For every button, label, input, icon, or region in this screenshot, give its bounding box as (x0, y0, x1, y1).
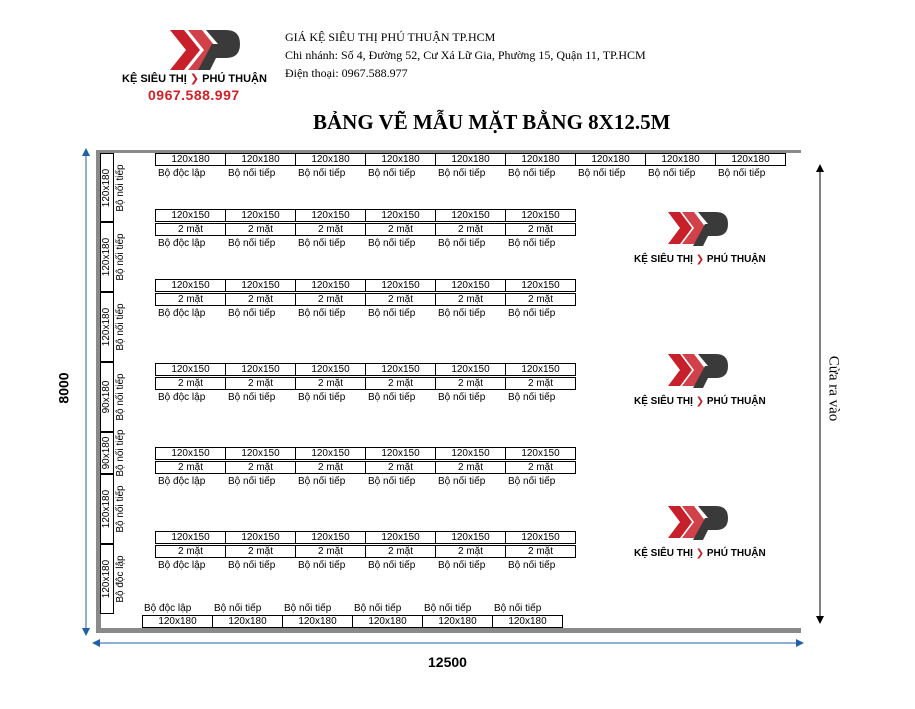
watermark-name-left: KỆ SIÊU THỊ (634, 396, 693, 407)
island-shelf-type: Bộ nối tiếp (368, 238, 416, 249)
left-shelf-size: 120x180 (101, 237, 112, 277)
watermark-name-right: PHÚ THUẬN (706, 396, 766, 407)
island-shelf-size: 120x150 (155, 447, 226, 460)
island-shelf-face: 2 mặt (365, 377, 436, 390)
bottom-shelf-type: Bộ nối tiếp (424, 603, 472, 614)
island-shelf-face: 2 mặt (155, 461, 226, 474)
left-shelf-type: Bộ nối tiếp (115, 485, 126, 533)
top-shelf-size: 120x180 (155, 153, 226, 166)
island-shelf-size: 120x150 (295, 209, 366, 222)
bottom-shelf-type: Bộ nối tiếp (494, 603, 542, 614)
island-shelf-size: 120x150 (435, 363, 506, 376)
island-shelf-type: Bộ nối tiếp (368, 308, 416, 319)
island-shelf-type: Bộ nối tiếp (438, 476, 486, 487)
watermark-logo-1 (628, 208, 768, 270)
island-shelf-size: 120x150 (225, 209, 296, 222)
left-shelf-type: Bộ nối tiếp (115, 163, 126, 212)
island-shelf-face: 2 mặt (365, 545, 436, 558)
island-shelf-type: Bộ nối tiếp (508, 308, 556, 319)
top-shelf-size: 120x180 (715, 153, 786, 166)
island-shelf-type: Bộ nối tiếp (228, 392, 276, 403)
island-shelf-face: 2 mặt (435, 293, 506, 306)
island-shelf-size: 120x150 (295, 363, 366, 376)
top-shelf-type: Bộ nối tiếp (508, 168, 556, 179)
top-shelf-size: 120x180 (365, 153, 436, 166)
top-shelf-size: 120x180 (645, 153, 716, 166)
top-shelf-type: Bộ nối tiếp (438, 168, 486, 179)
bottom-shelf-size: 120x180 (142, 615, 213, 628)
top-shelf-type: Bộ nối tiếp (648, 168, 696, 179)
island-shelf-size: 120x150 (435, 279, 506, 292)
brand-name-left: KỆ SIÊU THỊ (122, 73, 187, 85)
top-shelf-type: Bộ nối tiếp (228, 168, 276, 179)
island-shelf-face: 2 mặt (225, 545, 296, 558)
left-shelf-type: Bộ nối tiếp (115, 429, 126, 477)
island-shelf-face: 2 mặt (295, 223, 366, 236)
island-shelf-face: 2 mặt (155, 377, 226, 390)
island-shelf-face: 2 mặt (155, 545, 226, 558)
island-shelf-face: 2 mặt (225, 461, 296, 474)
island-shelf-size: 120x150 (225, 531, 296, 544)
top-shelf-size: 120x180 (435, 153, 506, 166)
island-shelf-type: Bộ độc lập (158, 392, 206, 403)
island-shelf-face: 2 mặt (505, 223, 576, 236)
island-shelf-type: Bộ nối tiếp (508, 560, 556, 571)
island-shelf-type: Bộ nối tiếp (368, 560, 416, 571)
island-shelf-type: Bộ độc lập (158, 238, 206, 249)
island-shelf-size: 120x150 (365, 531, 436, 544)
island-shelf-type: Bộ độc lập (158, 308, 206, 319)
brand-arrow-icon: ❯ (189, 73, 200, 85)
island-shelf-face: 2 mặt (155, 293, 226, 306)
island-shelf-size: 120x150 (155, 209, 226, 222)
brand-phone: 0967.588.997 (148, 87, 240, 103)
watermark-logo-2 (628, 350, 768, 412)
island-shelf-face: 2 mặt (365, 223, 436, 236)
island-shelf-face: 2 mặt (505, 293, 576, 306)
island-shelf-face: 2 mặt (365, 293, 436, 306)
island-shelf-type: Bộ nối tiếp (298, 392, 346, 403)
island-shelf-face: 2 mặt (435, 223, 506, 236)
island-shelf-size: 120x150 (505, 531, 576, 544)
left-shelf-size: 120x180 (101, 168, 112, 207)
island-shelf-type: Bộ nối tiếp (298, 560, 346, 571)
left-shelf-type: Bộ độc lập (115, 555, 126, 603)
height-label: 8000 (55, 372, 72, 404)
left-shelf-size: 120x180 (101, 559, 112, 599)
island-shelf-face: 2 mặt (505, 545, 576, 558)
top-shelf-size: 120x180 (225, 153, 296, 166)
bottom-shelf-size: 120x180 (352, 615, 423, 628)
island-shelf-type: Bộ nối tiếp (368, 476, 416, 487)
top-shelf-type: Bộ độc lập (158, 168, 206, 179)
watermark-name-left: KỆ SIÊU THỊ (634, 254, 693, 265)
left-shelf-size: 90x180 (101, 380, 112, 414)
island-shelf-size: 120x150 (505, 447, 576, 460)
watermark-logo-mark-icon (628, 502, 768, 546)
island-shelf-face: 2 mặt (155, 223, 226, 236)
island-shelf-face: 2 mặt (295, 377, 366, 390)
width-label: 12500 (428, 654, 467, 670)
island-shelf-face: 2 mặt (225, 377, 296, 390)
island-shelf-face: 2 mặt (295, 461, 366, 474)
island-shelf-size: 120x150 (365, 279, 436, 292)
left-shelf-size: 120x180 (101, 489, 112, 529)
island-shelf-size: 120x150 (435, 447, 506, 460)
header-phone: Điện thoại: 0967.588.977 (285, 66, 408, 80)
island-shelf-size: 120x150 (155, 531, 226, 544)
island-shelf-type: Bộ nối tiếp (438, 392, 486, 403)
bottom-shelf-size: 120x180 (282, 615, 353, 628)
island-shelf-type: Bộ nối tiếp (508, 392, 556, 403)
island-shelf-face: 2 mặt (225, 223, 296, 236)
brand-logo (118, 22, 278, 104)
watermark-logo-mark-icon (628, 208, 768, 252)
bottom-shelf-type: Bộ nối tiếp (214, 603, 262, 614)
left-shelf-size: 90x180 (101, 436, 112, 470)
island-shelf-face: 2 mặt (225, 293, 296, 306)
island-shelf-type: Bộ nối tiếp (228, 560, 276, 571)
bottom-shelf-type: Bộ nối tiếp (354, 603, 402, 614)
island-shelf-type: Bộ độc lập (158, 560, 206, 571)
island-shelf-face: 2 mặt (435, 461, 506, 474)
watermark-name-right: PHÚ THUẬN (706, 254, 766, 265)
island-shelf-size: 120x150 (295, 447, 366, 460)
bottom-shelf-size: 120x180 (492, 615, 563, 628)
island-shelf-type: Bộ nối tiếp (368, 392, 416, 403)
island-shelf-type: Bộ nối tiếp (438, 308, 486, 319)
top-shelf-size: 120x180 (505, 153, 576, 166)
island-shelf-face: 2 mặt (435, 545, 506, 558)
island-shelf-face: 2 mặt (505, 377, 576, 390)
brand-name-right: PHÚ THUẬN (202, 73, 267, 85)
top-shelf-type: Bộ nối tiếp (578, 168, 626, 179)
bottom-shelf-size: 120x180 (422, 615, 493, 628)
header-address: Chi nhánh: Số 4, Đường 52, Cư Xá Lữ Gia, Phường 15, Quận 11, TP.HCM (285, 48, 646, 62)
island-shelf-type: Bộ nối tiếp (228, 308, 276, 319)
island-shelf-type: Bộ nối tiếp (298, 476, 346, 487)
island-shelf-size: 120x150 (365, 447, 436, 460)
width-dimension-arrow-icon (92, 636, 804, 650)
island-shelf-size: 120x150 (435, 209, 506, 222)
door-label: Cửa ra vào (825, 355, 842, 422)
watermark-name-right: PHÚ THUẬN (706, 548, 766, 559)
island-shelf-type: Bộ nối tiếp (228, 476, 276, 487)
island-shelf-size: 120x150 (295, 531, 366, 544)
island-shelf-type: Bộ nối tiếp (438, 238, 486, 249)
page-title: BẢNG VẼ MẪU MẶT BẰNG 8X12.5M (313, 110, 671, 134)
island-shelf-face: 2 mặt (295, 545, 366, 558)
left-shelf-type: Bộ nối tiếp (115, 373, 126, 421)
island-shelf-type: Bộ nối tiếp (508, 238, 556, 249)
watermark-name-left: KỆ SIÊU THỊ (634, 548, 693, 559)
island-shelf-size: 120x150 (505, 209, 576, 222)
island-shelf-type: Bộ nối tiếp (438, 560, 486, 571)
island-shelf-face: 2 mặt (295, 293, 366, 306)
left-shelf-type: Bộ nối tiếp (115, 303, 126, 351)
left-shelf-size: 120x180 (101, 307, 112, 347)
top-shelf-type: Bộ nối tiếp (368, 168, 416, 179)
island-shelf-type: Bộ nối tiếp (298, 308, 346, 319)
watermark-arrow-icon: ❯ (695, 548, 705, 559)
island-shelf-face: 2 mặt (365, 461, 436, 474)
island-shelf-size: 120x150 (225, 279, 296, 292)
island-shelf-size: 120x150 (155, 363, 226, 376)
watermark-logo-3 (628, 502, 768, 564)
island-shelf-size: 120x150 (225, 447, 296, 460)
top-shelf-type: Bộ nối tiếp (718, 168, 766, 179)
watermark-arrow-icon: ❯ (695, 396, 705, 407)
island-shelf-size: 120x150 (295, 279, 366, 292)
bottom-shelf-type: Bộ độc lập (144, 603, 192, 614)
island-shelf-type: Bộ nối tiếp (508, 476, 556, 487)
island-shelf-size: 120x150 (365, 209, 436, 222)
island-shelf-face: 2 mặt (505, 461, 576, 474)
left-shelf-type: Bộ nối tiếp (115, 233, 126, 281)
watermark-logo-mark-icon (628, 350, 768, 394)
bottom-shelf-size: 120x180 (212, 615, 283, 628)
header-company: GIÁ KỆ SIÊU THỊ PHÚ THUẬN TP.HCM (285, 30, 496, 44)
island-shelf-face: 2 mặt (435, 377, 506, 390)
island-shelf-type: Bộ nối tiếp (298, 238, 346, 249)
island-shelf-size: 120x150 (155, 279, 226, 292)
top-shelf-size: 120x180 (295, 153, 366, 166)
island-shelf-size: 120x150 (435, 531, 506, 544)
island-shelf-size: 120x150 (505, 363, 576, 376)
bottom-shelf-type: Bộ nối tiếp (284, 603, 332, 614)
island-shelf-size: 120x150 (365, 363, 436, 376)
height-dimension-arrow-icon (78, 148, 94, 638)
island-shelf-size: 120x150 (505, 279, 576, 292)
island-shelf-size: 120x150 (225, 363, 296, 376)
island-shelf-type: Bộ độc lập (158, 476, 206, 487)
top-shelf-type: Bộ nối tiếp (298, 168, 346, 179)
wall-bottom (96, 628, 801, 633)
island-shelf-type: Bộ nối tiếp (228, 238, 276, 249)
top-shelf-size: 120x180 (575, 153, 646, 166)
watermark-arrow-icon: ❯ (695, 254, 705, 265)
